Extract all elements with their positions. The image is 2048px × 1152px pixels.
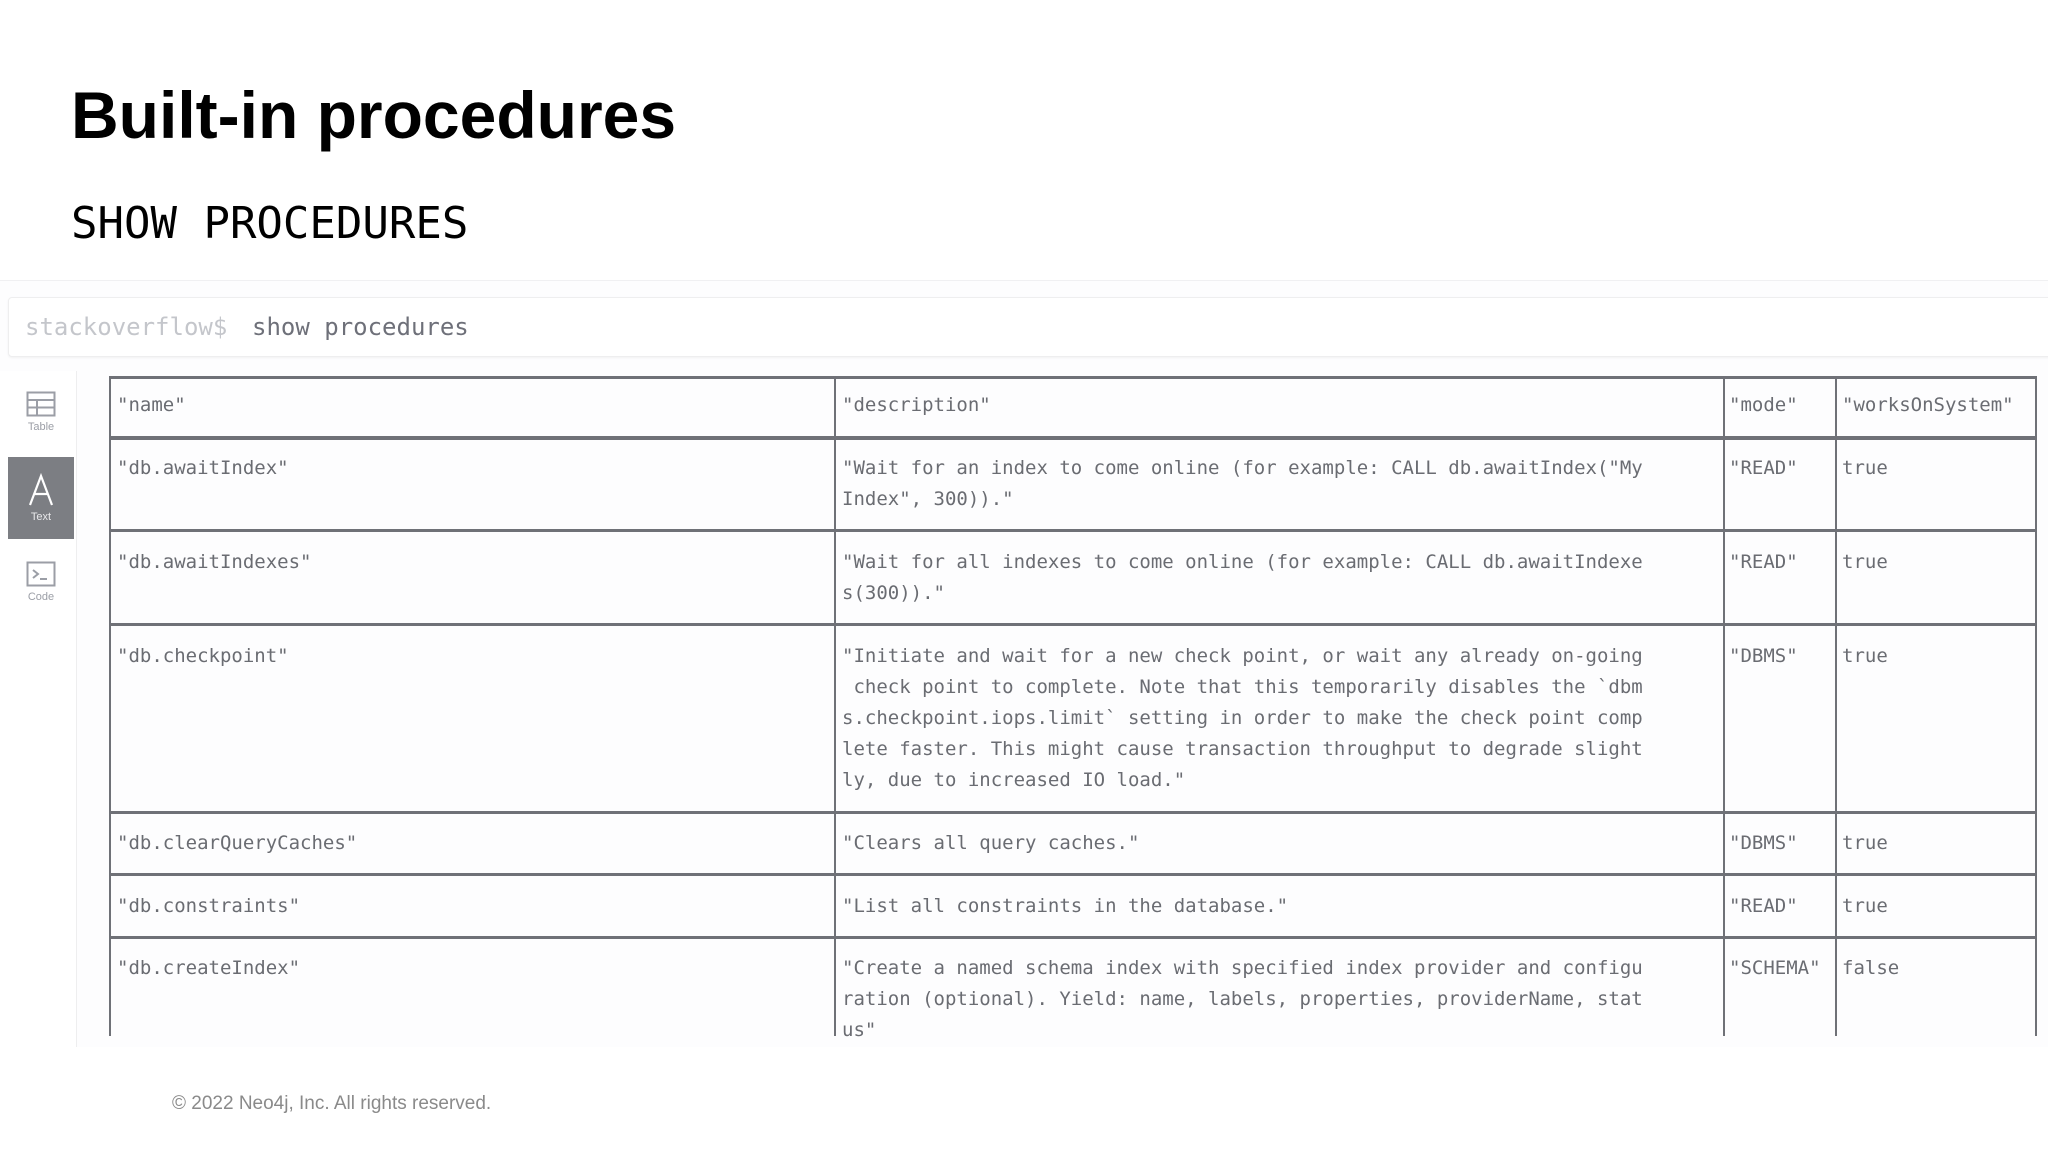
table-rule: [109, 436, 2037, 440]
cell-description-line: Index", 300)).": [842, 488, 1014, 510]
cell-description-line: s.checkpoint.iops.limit` setting in order to make the check point comp: [842, 707, 1643, 729]
text-icon: [26, 473, 56, 507]
cell-description-line: check point to complete. Note that this temporarily disables the `dbm: [842, 676, 1643, 698]
cell-name: "db.constraints": [117, 895, 301, 917]
table-icon: [26, 391, 56, 417]
cell-description-line: "Initiate and wait for a new check point, or wait any already on-going: [842, 645, 1643, 667]
code-view-label: Code: [27, 591, 55, 603]
cell-description-line: "Wait for an index to come online (for example: CALL db.awaitIndex("My: [842, 457, 1643, 479]
command-prompt: stackoverflow$: [25, 313, 228, 341]
table-rule: [109, 376, 2037, 379]
cell-works-on-system: true: [1842, 645, 1888, 667]
copyright-footer: © 2022 Neo4j, Inc. All rights reserved.: [172, 1093, 492, 1114]
cell-description-line: "Create a named schema index with specified index provider and configu: [842, 957, 1643, 979]
cell-mode: "DBMS": [1729, 832, 1798, 854]
column-header-name: "name": [117, 394, 186, 416]
cell-mode: "SCHEMA": [1729, 957, 1821, 979]
text-result-table: [109, 376, 2039, 1041]
table-column-rule: [834, 376, 836, 1036]
cell-description-line: "Wait for all indexes to come online (for example: CALL db.awaitIndexe: [842, 551, 1643, 573]
result-view-sidebar: [0, 371, 77, 1047]
table-rule: [109, 936, 2037, 939]
cell-description-line: "List all constraints in the database.": [842, 895, 1289, 917]
command-text[interactable]: show procedures: [252, 313, 469, 341]
cell-mode: "READ": [1729, 457, 1798, 479]
cell-works-on-system: true: [1842, 832, 1888, 854]
cell-description-line: ly, due to increased IO load.": [842, 769, 1186, 791]
cell-mode: "READ": [1729, 895, 1798, 917]
text-view-label: Text: [30, 511, 52, 523]
cell-name: "db.createIndex": [117, 957, 301, 979]
table-column-rule: [1723, 376, 1725, 1036]
text-view-button[interactable]: [8, 457, 74, 539]
cell-name: "db.checkpoint": [117, 645, 289, 667]
table-column-rule: [1835, 376, 1837, 1036]
cell-name: "db.awaitIndexes": [117, 551, 312, 573]
code-view-button[interactable]: [8, 541, 74, 623]
cell-description-line: s(300)).": [842, 582, 945, 604]
cell-works-on-system: false: [1842, 957, 1900, 979]
cell-mode: "DBMS": [1729, 645, 1798, 667]
table-view-label: Table: [27, 421, 55, 433]
cell-name: "db.clearQueryCaches": [117, 832, 358, 854]
table-column-rule: [109, 376, 111, 1036]
cell-description-line: "Clears all query caches.": [842, 832, 1140, 854]
cell-description-line: ration (optional). Yield: name, labels, properties, providerName, stat: [842, 988, 1643, 1010]
neo4j-browser-panel: [0, 280, 2048, 1047]
cell-works-on-system: true: [1842, 457, 1888, 479]
cell-name: "db.awaitIndex": [117, 457, 289, 479]
cell-description-line: us": [842, 1019, 877, 1041]
cell-works-on-system: true: [1842, 551, 1888, 573]
table-rule: [109, 623, 2037, 626]
cell-mode: "READ": [1729, 551, 1798, 573]
table-view-button[interactable]: [8, 371, 74, 453]
command-bar[interactable]: [8, 297, 2048, 357]
column-header-description: "description": [842, 394, 991, 416]
column-header-mode: "mode": [1729, 394, 1798, 416]
table-column-rule: [2035, 376, 2037, 1036]
slide-title: Built-in procedures: [71, 78, 677, 152]
cell-works-on-system: true: [1842, 895, 1888, 917]
column-header-works-on-system: "worksOnSystem": [1842, 394, 2014, 416]
table-rule: [109, 873, 2037, 876]
slide-subtitle: SHOW PROCEDURES: [71, 198, 469, 249]
cell-description-line: lete faster. This might cause transaction throughput to degrade slight: [842, 738, 1643, 760]
table-rule: [109, 811, 2037, 814]
code-icon: [26, 561, 56, 587]
table-rule: [109, 529, 2037, 532]
